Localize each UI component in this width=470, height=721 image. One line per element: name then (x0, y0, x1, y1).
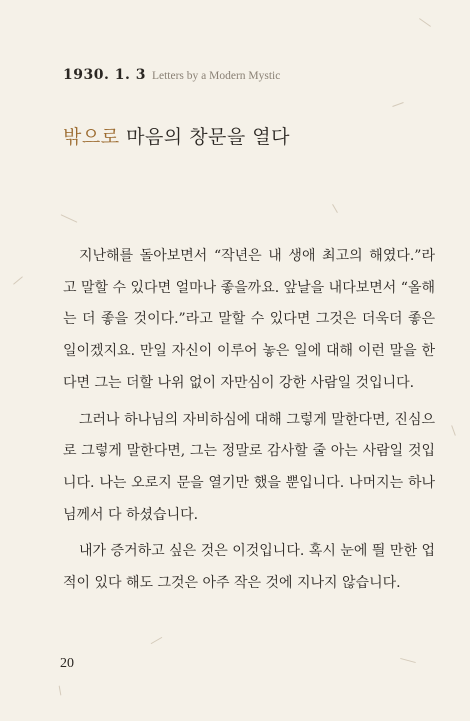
paper-fiber (451, 425, 456, 436)
series-title: Letters by a Modern Mystic (151, 70, 281, 82)
paragraph: 그러나 하나님의 자비하심에 대해 그렇게 말한다면, 진심으로 그렇게 말한다면, 그는 정말로 감사할 줄 아는 사람일 것입니다. 나는 오로지 문을 열기만 했을 뿐입니다. 나머지는 하나님께서 다 하셨습니다. (63, 411, 435, 523)
paper-fiber (419, 18, 431, 27)
letter-date: 1930. 1. 3 (63, 67, 146, 83)
chapter-title (63, 122, 290, 149)
paper-fiber (392, 102, 404, 107)
paper-fiber (400, 658, 416, 663)
chapter-title-accent: 밖으로 (63, 126, 120, 148)
running-header (63, 64, 280, 83)
paper-fiber (61, 214, 78, 223)
body-text (63, 241, 435, 605)
paper-fiber (59, 685, 62, 695)
paragraph: 내가 증거하고 싶은 것은 이것입니다. 혹시 눈에 띌 만한 업적이 있다 해도 그것은 아주 작은 것에 지나지 않습니다. (63, 543, 435, 592)
paper-fiber (13, 276, 23, 284)
paragraph: 지난해를 돌아보면서 “작년은 내 생애 최고의 해였다.”라고 말할 수 있다면 얼마나 좋을까요. 앞날을 내다보면서 “올해는 더 좋을 것이다.”라고 말할 수 있다면 그것은 더욱더 좋은 일이겠지요. 만일 자신이 이루어 놓은 일에 대해 이런 말을 한다면 그는 더할 나위 없이 자만심이 강한 사람일 것입니다. (63, 248, 435, 391)
chapter-title-rest: 마음의 창문을 열다 (119, 126, 291, 148)
page-number: 20 (60, 656, 74, 671)
paper-fiber (151, 637, 163, 644)
paper-fiber (332, 204, 338, 213)
